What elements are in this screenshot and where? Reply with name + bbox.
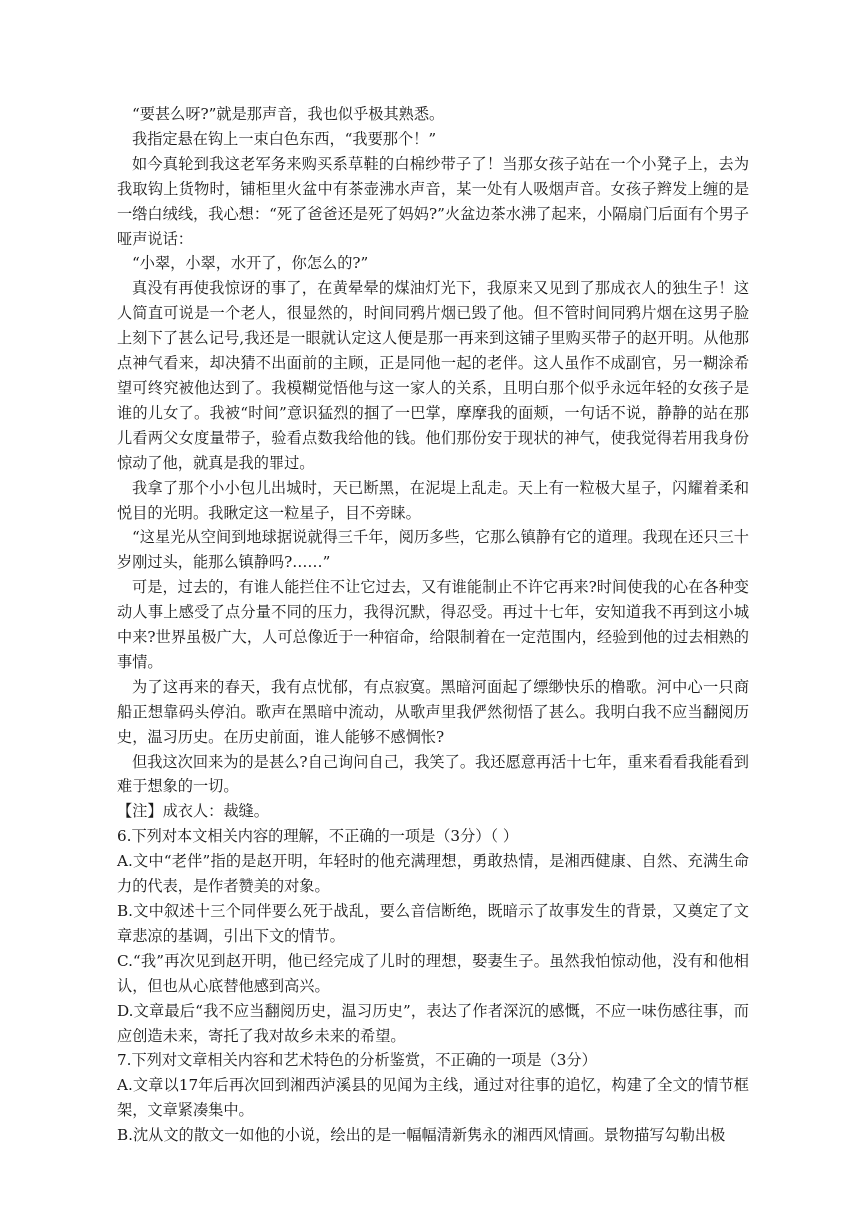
passage-paragraph: 我指定悬在钩上一束白色东西，“我要那个！” bbox=[132, 129, 437, 148]
option-a: A.文章以17年后再次回到湘西泸溪县的见闻为主线，通过对往事的追忆，构建了全文的情节框架，文章紧凑集中。 bbox=[117, 1076, 749, 1120]
passage-paragraph: 但我这次回来为的是甚么?自己询问自己，我笑了。我还愿意再活十七年，重来看看我能看到难于想象的一切。 bbox=[117, 752, 749, 796]
question-6 bbox=[117, 824, 749, 1048]
question-title: 7.下列对文章相关内容和艺术特色的分析鉴赏，不正确的一项是（3分） bbox=[117, 1051, 597, 1070]
passage-paragraph: 我拿了那个小小包儿出城时，天已断黑，在泥堤上乱走。天上有一粒极大星子，闪耀着柔和悦目的光明。我瞅定这一粒星子，目不旁睐。 bbox=[117, 478, 749, 522]
option-b: B.沈从文的散文一如他的小说，绘出的是一幅幅清新隽永的湘西风情画。景物描写勾勒出极 bbox=[117, 1126, 726, 1145]
annotation-note: 【注】成衣人：裁缝。 bbox=[117, 802, 269, 821]
passage-paragraph: 为了这再来的春天，我有点忧郁，有点寂寞。黑暗河面起了缥缈快乐的橹歌。河中心一只商船正想靠码头停泊。歌声在黑暗中流动，从歌声里我俨然彻悟了甚么。我明白我不应当翻阅历史，温习历史。在历史前面，谁人能够不感惆怅? bbox=[117, 677, 749, 746]
passage-paragraph: “这星光从空间到地球据说就得三千年，阅历多些，它那么镇静有它的道理。我现在还只三十岁刚过头，能那么镇静吗?……” bbox=[117, 528, 749, 572]
option-d: D.文章最后“我不应当翻阅历史，温习历史”，表达了作者深沉的感慨，不应一味伤感往事，而应创造未来，寄托了我对故乡未来的希望。 bbox=[117, 1001, 749, 1045]
option-b: B.文中叙述十三个同伴要么死于战乱，要么音信断绝，既暗示了故事发生的背景，又奠定了文章悲凉的基调，引出下文的情节。 bbox=[117, 902, 749, 945]
passage-paragraph: 如今真轮到我这老军务来购买系草鞋的白棉纱带子了！当那女孩子站在一个小凳子上，去为我取钩上货物时，铺柜里火盆中有茶壶沸水声音，某一处有人吸烟声音。女孩子辫发上缠的是一绺白绒线，我心想：“死了爸爸还是死了妈妈?”火盆边茶水沸了起来，小隔扇门后面有个男子哑声说话： bbox=[117, 154, 749, 248]
passage-paragraph: 可是，过去的，有谁人能拦住不让它过去，又有谁能制止不许它再来?时间使我的心在各种变动人事上感受了点分量不同的压力，我得沉默，得忍受。再过十七年，安知道我不再到这小城中来?世界虽极广大，人可总像近于一种宿命，给限制着在一定范围内，经验到他的过去相熟的事情。 bbox=[117, 578, 749, 671]
option-c: C.“我”再次见到赵开明，他已经完成了儿时的理想，娶妻生子。虽然我怕惊动他，没有和他相认，但也从心底替他感到高兴。 bbox=[117, 951, 749, 995]
passage-paragraph: “要甚么呀?”就是那声音，我也似乎极其熟悉。 bbox=[132, 105, 445, 123]
document-body bbox=[117, 102, 749, 1148]
question-7 bbox=[117, 1048, 749, 1148]
option-a: A.文中“老伴”指的是赵开明，年轻时的他充满理想，勇敢热情，是湘西健康、自然、充满生命力的代表，是作者赞美的对象。 bbox=[117, 852, 749, 896]
question-title: 6.下列对本文相关内容的理解，不正确的一项是（3分）（ ） bbox=[117, 827, 519, 846]
passage-paragraph: 真没有再使我惊讶的事了，在黄晕晕的煤油灯光下，我原来又见到了那成衣人的独生子！这人简直可说是一个老人，很显然的，时间同鸦片烟已毁了他。但不管时间同鸦片烟在这男子脸上刻下了甚么记号,我还是一眼就认定这人便是那一再来到这铺子里购买带子的赵开明。从他那点神气看来，却决猜不出面前的主顾，正是同他一起的老伴。这人虽作不成副官，另一糊涂希望可终究被他达到了。我模糊觉悟他与这一家人的关系，且明白那个似乎永远年轻的女孩子是谁的儿女了。我被“时间”意识猛烈的掴了一巴掌，摩摩我的面颊，一句话不说，静静的站在那儿看两父女度量带子，验看点数我给他的钱。他们那份安于现状的神气，使我觉得若用我身份惊动了他，就真是我的罪过。 bbox=[117, 279, 749, 472]
passage-paragraph: “小翠，小翠，水开了，你怎么的?” bbox=[132, 254, 369, 273]
